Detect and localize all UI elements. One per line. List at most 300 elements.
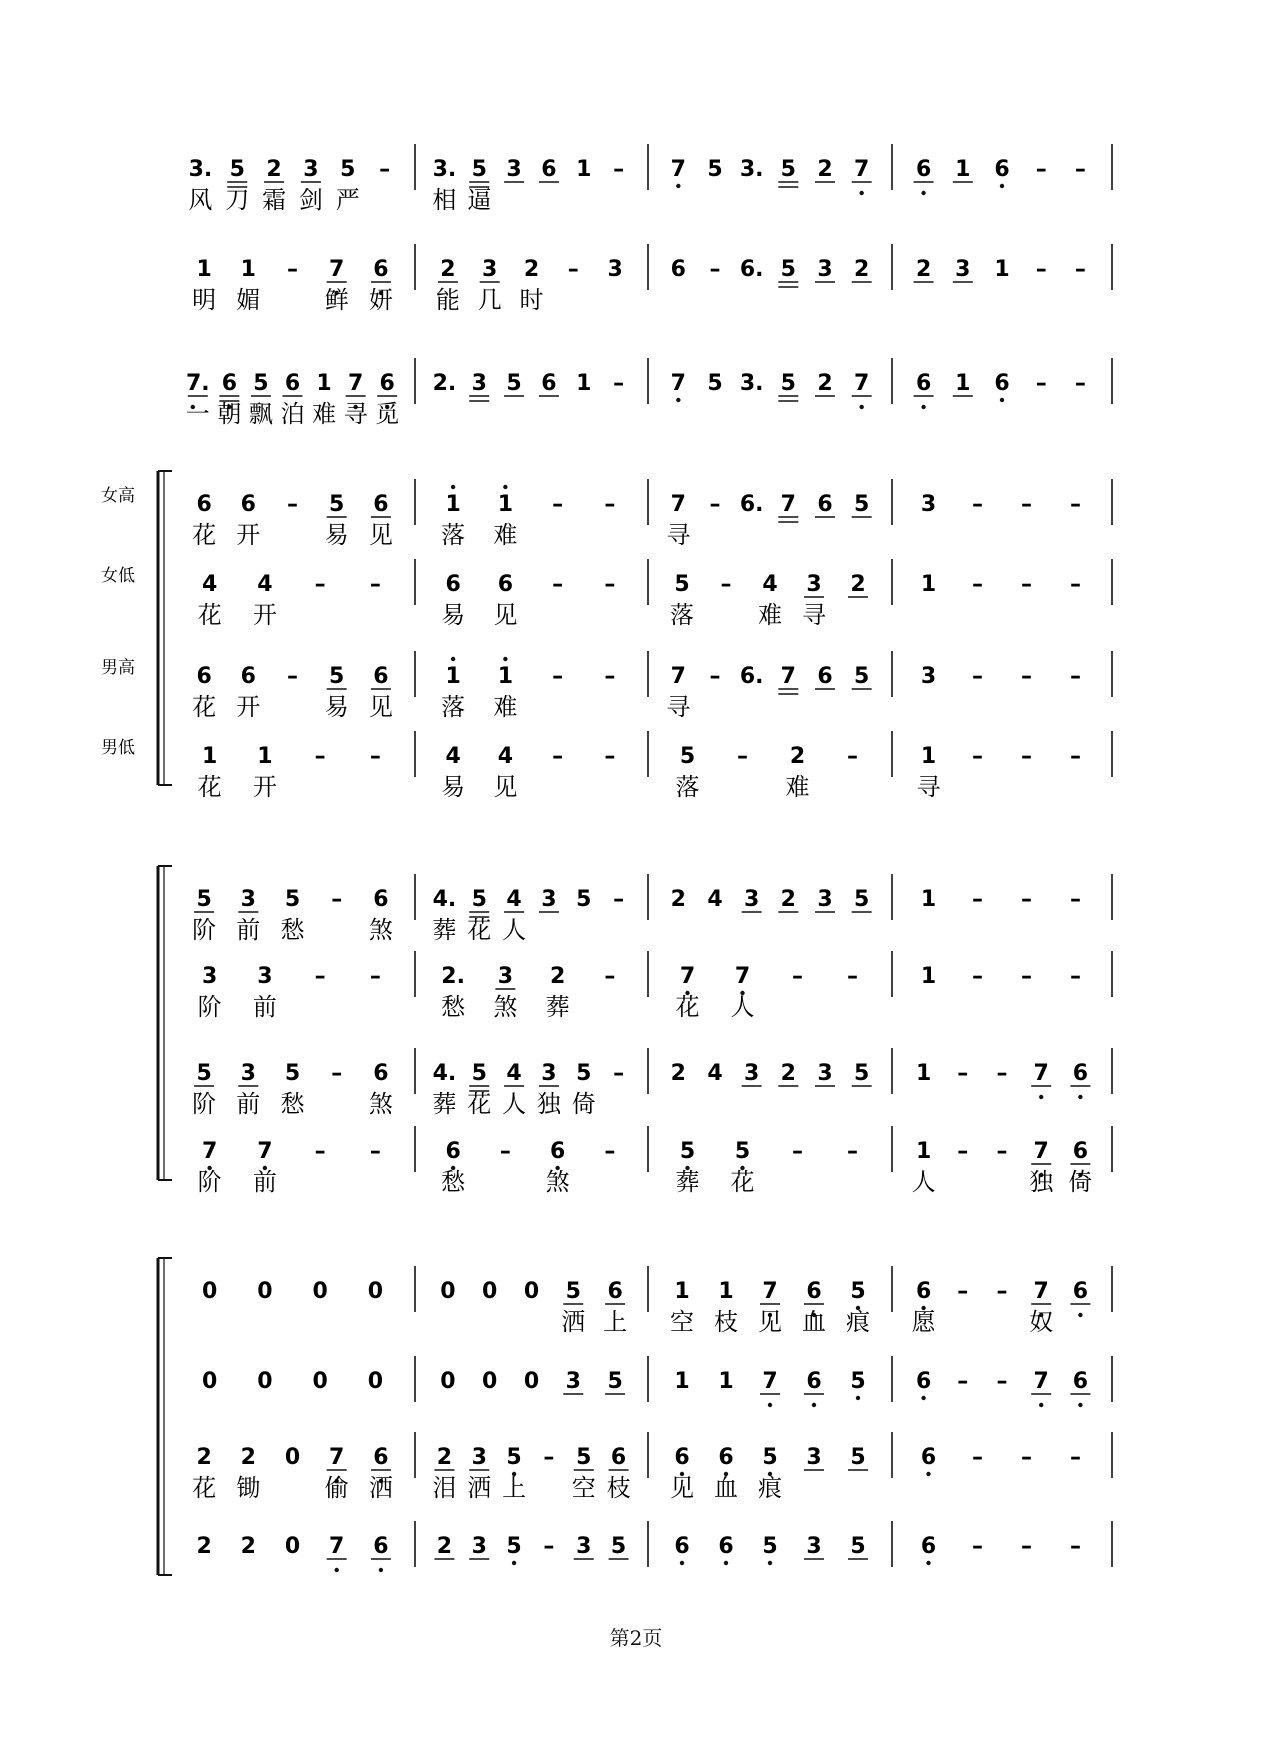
lyric-char: 霜 xyxy=(262,186,287,214)
note: 1 xyxy=(955,371,971,396)
lyric-char: 前 xyxy=(252,1168,277,1196)
note: 2 xyxy=(240,1445,256,1470)
lyric-char: 见 xyxy=(670,1474,694,1502)
note: 1 xyxy=(920,964,937,989)
note: 5 xyxy=(850,1369,866,1394)
note: 0 xyxy=(482,1369,498,1394)
note: 5 xyxy=(471,1061,487,1086)
note: 5 xyxy=(506,1445,522,1470)
note: – xyxy=(314,572,326,597)
note: 4 xyxy=(497,744,514,769)
note: 4. xyxy=(432,887,457,912)
note: 6 xyxy=(920,1445,937,1470)
note: 5 xyxy=(780,371,796,396)
note: 6 xyxy=(445,1139,461,1164)
lyric-char: 洒 xyxy=(368,1474,393,1502)
note: 5 xyxy=(850,1279,866,1304)
note: 2 xyxy=(440,257,456,282)
note: 2 xyxy=(670,1061,686,1086)
octave-dot-below xyxy=(1039,1095,1043,1099)
note: 0 xyxy=(201,1369,218,1394)
note: 1 xyxy=(497,492,514,517)
octave-dot-below xyxy=(859,405,863,409)
lyric-char: 花 xyxy=(192,521,217,549)
lyric-char: 人 xyxy=(502,1090,527,1118)
note: 6 xyxy=(915,1279,932,1304)
note: 1 xyxy=(920,887,937,912)
note: 6 xyxy=(373,257,389,282)
note: 2 xyxy=(196,1534,212,1559)
note: 1 xyxy=(674,1369,690,1394)
lyric-char: 愿 xyxy=(911,1308,936,1336)
note: 4 xyxy=(257,572,273,597)
lyric-char: 刀 xyxy=(225,186,250,214)
note: 6 xyxy=(674,1445,690,1470)
note: 6 xyxy=(373,492,389,517)
note: – xyxy=(972,1445,983,1470)
note: 1 xyxy=(576,157,592,182)
note: 3 xyxy=(817,1061,833,1086)
note: – xyxy=(1070,1445,1081,1470)
note: 4 xyxy=(707,887,723,912)
note: 4 xyxy=(707,1061,723,1086)
note: – xyxy=(972,964,983,989)
lyric-char: 逼 xyxy=(467,186,492,214)
note: 6 xyxy=(806,1369,822,1394)
octave-dot-below xyxy=(768,1561,772,1565)
octave-dot-below xyxy=(921,1396,925,1400)
note: 6 xyxy=(373,887,389,912)
octave-dot-above xyxy=(451,657,455,661)
note: 0 xyxy=(257,1279,273,1304)
note: – xyxy=(613,887,625,912)
note: 5 xyxy=(762,1445,778,1470)
note: 7 xyxy=(670,664,686,689)
note: 2 xyxy=(850,572,866,597)
note: 5 xyxy=(253,371,269,396)
note: 0 xyxy=(312,1369,328,1394)
lyric-char: 落 xyxy=(441,521,466,549)
lyric-char: 落 xyxy=(441,693,466,721)
note: 7 xyxy=(854,157,870,182)
note: – xyxy=(613,1061,625,1086)
octave-dot-below xyxy=(512,1561,516,1565)
note: – xyxy=(1074,371,1086,396)
lyric-char: 落 xyxy=(675,773,700,801)
part-label: 女高 xyxy=(101,486,135,506)
lyric-char: 易 xyxy=(324,693,349,721)
note: – xyxy=(1021,492,1032,517)
lyric-char: 独 xyxy=(536,1090,561,1118)
lyric-char: 空 xyxy=(571,1474,596,1502)
note: 0 xyxy=(523,1279,540,1304)
note: 5 xyxy=(679,1139,696,1164)
note: – xyxy=(1070,744,1081,769)
note: – xyxy=(567,257,579,282)
note: 5 xyxy=(850,1445,866,1470)
note: 5 xyxy=(565,1279,581,1304)
note: 0 xyxy=(201,1279,218,1304)
note: – xyxy=(720,572,732,597)
lyric-char: 血 xyxy=(714,1474,738,1502)
lyric-char: 寻 xyxy=(666,693,691,721)
lyric-char: 几 xyxy=(477,286,502,314)
lyric-char: 空 xyxy=(670,1308,694,1336)
note: – xyxy=(1021,1445,1032,1470)
note: 5 xyxy=(854,664,870,689)
note: 7 xyxy=(1033,1369,1049,1394)
note: 0 xyxy=(523,1369,540,1394)
note: 6 xyxy=(549,1139,566,1164)
note: 2 xyxy=(789,744,806,769)
lyric-char: 花 xyxy=(467,1090,492,1118)
lyric-char: 寻 xyxy=(666,521,691,549)
note: – xyxy=(499,1139,511,1164)
note: 4 xyxy=(201,572,218,597)
note: 2 xyxy=(266,157,282,182)
lyric-char: 泊 xyxy=(280,400,305,428)
note: 6 xyxy=(607,1279,623,1304)
note: 5 xyxy=(607,1369,623,1394)
note: 7 xyxy=(762,1279,778,1304)
note: 2 xyxy=(436,1534,453,1559)
note: 1 xyxy=(920,744,937,769)
note: – xyxy=(314,964,326,989)
note: – xyxy=(709,664,721,689)
lyric-char: 易 xyxy=(441,773,466,801)
lyric-char: 锄 xyxy=(236,1474,261,1502)
lyric-char: 泪 xyxy=(432,1474,457,1502)
note: 4 xyxy=(445,744,461,769)
note: – xyxy=(1035,371,1047,396)
note: – xyxy=(847,964,858,989)
lyric-char: 倚 xyxy=(571,1090,596,1118)
note: 6 xyxy=(196,664,212,689)
note: 2 xyxy=(523,257,540,282)
note: 3 xyxy=(806,1445,822,1470)
note: – xyxy=(1070,492,1081,517)
note: 6 xyxy=(915,157,932,182)
note: 2 xyxy=(817,157,833,182)
note: 5 xyxy=(780,157,796,182)
lyric-char: 时 xyxy=(519,286,544,314)
lyric-char: 上 xyxy=(603,1308,628,1336)
note: – xyxy=(1074,157,1086,182)
note: 2 xyxy=(780,887,796,912)
lyric-char: 寻 xyxy=(916,773,941,801)
note: 3 xyxy=(607,257,623,282)
note: 5 xyxy=(284,1061,301,1086)
lyric-char: 见 xyxy=(368,521,393,549)
note: 7 xyxy=(329,257,345,282)
note: 5 xyxy=(506,371,522,396)
note: 6 xyxy=(240,492,256,517)
note: – xyxy=(792,1139,803,1164)
note: 6 xyxy=(1072,1061,1089,1086)
octave-dot-below xyxy=(676,398,680,402)
octave-dot-above xyxy=(503,485,507,489)
note: 0 xyxy=(367,1279,384,1304)
note: 6 xyxy=(284,371,301,396)
note: 3 xyxy=(806,572,822,597)
note: 5 xyxy=(576,1061,592,1086)
note: 7 xyxy=(329,1534,345,1559)
lyric-char: 洒 xyxy=(467,1474,492,1502)
note: – xyxy=(996,1061,1008,1086)
note: 5 xyxy=(679,744,696,769)
lyric-char: 前 xyxy=(236,916,261,944)
note: 3 xyxy=(471,1534,487,1559)
lyric-char: 剑 xyxy=(298,186,323,214)
note: 3 xyxy=(541,887,557,912)
lyric-char: 相 xyxy=(432,186,457,214)
lyric-char: 前 xyxy=(236,1090,261,1118)
note: 2. xyxy=(441,964,465,989)
note: – xyxy=(996,1279,1008,1304)
note: 6 xyxy=(541,371,557,396)
note: 5 xyxy=(780,257,796,282)
octave-dot-below xyxy=(921,191,925,195)
note: 5 xyxy=(329,664,345,689)
note: 6 xyxy=(373,1061,389,1086)
note: 6 xyxy=(915,1369,932,1394)
note: 6 xyxy=(497,572,514,597)
lyric-char: 花 xyxy=(197,773,222,801)
lyric-char: 煞 xyxy=(545,1168,570,1196)
note: – xyxy=(604,964,616,989)
note: 6 xyxy=(670,257,686,282)
note: 1 xyxy=(920,572,937,597)
octave-dot-below xyxy=(1078,1313,1082,1317)
page-number: 第2页 xyxy=(609,1626,663,1650)
note: 6 xyxy=(240,664,256,689)
note: – xyxy=(957,1139,969,1164)
lyric-char: 鲜 xyxy=(324,286,349,314)
note: 1 xyxy=(445,492,461,517)
note: 3 xyxy=(920,492,937,517)
lyric-char: 难 xyxy=(785,773,810,801)
note: 3 xyxy=(471,1445,487,1470)
note: – xyxy=(1074,257,1086,282)
note: 5 xyxy=(707,157,723,182)
note: 3 xyxy=(744,887,760,912)
note: – xyxy=(957,1061,969,1086)
note: 3 xyxy=(744,1061,760,1086)
note: 6 xyxy=(610,1445,627,1470)
lyric-char: 寻 xyxy=(343,400,368,428)
note: 2 xyxy=(436,1445,453,1470)
lyric-char: 独 xyxy=(1029,1168,1054,1196)
lyric-char: 难 xyxy=(493,521,518,549)
note: 7 xyxy=(762,1369,778,1394)
note: – xyxy=(1021,964,1032,989)
note: 0 xyxy=(440,1369,456,1394)
note: – xyxy=(972,1534,983,1559)
note: 2 xyxy=(854,257,870,282)
note: – xyxy=(314,744,326,769)
note: 7 xyxy=(257,1139,273,1164)
lyric-char: 媚 xyxy=(236,286,261,314)
note: – xyxy=(543,1534,555,1559)
note: 3 xyxy=(817,887,833,912)
note: 3. xyxy=(188,157,213,182)
note: – xyxy=(1035,157,1047,182)
note: 1 xyxy=(497,664,514,689)
note: – xyxy=(543,1445,555,1470)
lyric-char: 葬 xyxy=(432,916,457,944)
lyric-char: 血 xyxy=(802,1308,826,1336)
note: 7. xyxy=(185,371,210,396)
note: 1 xyxy=(718,1279,734,1304)
note: 5 xyxy=(854,887,870,912)
note: 5 xyxy=(854,1061,870,1086)
octave-dot-below xyxy=(1000,398,1004,402)
lyric-char: 人 xyxy=(911,1168,936,1196)
note: 3 xyxy=(497,964,514,989)
note: – xyxy=(379,157,391,182)
note: – xyxy=(287,257,298,282)
lyric-char: 见 xyxy=(493,601,518,629)
note: 2 xyxy=(780,1061,796,1086)
note: 5 xyxy=(196,887,212,912)
lyric-char: 见 xyxy=(368,693,393,721)
note: 7 xyxy=(670,492,686,517)
note: – xyxy=(552,744,564,769)
note: 6. xyxy=(739,492,764,517)
note: 0 xyxy=(284,1445,301,1470)
lyric-char: 寻 xyxy=(802,601,826,629)
note: 3. xyxy=(739,157,764,182)
note: 7 xyxy=(670,157,686,182)
note: – xyxy=(1035,257,1047,282)
note: 1 xyxy=(201,744,218,769)
note: 4 xyxy=(506,1061,522,1086)
note: 7 xyxy=(854,371,870,396)
lyric-char: 易 xyxy=(324,521,349,549)
note: 5 xyxy=(471,157,487,182)
note: 4. xyxy=(432,1061,457,1086)
note: – xyxy=(1021,887,1032,912)
note: 1 xyxy=(674,1279,690,1304)
lyric-char: 前 xyxy=(252,993,277,1021)
note: – xyxy=(972,572,983,597)
note: 6 xyxy=(373,1445,389,1470)
note: 0 xyxy=(312,1279,328,1304)
note: – xyxy=(613,157,625,182)
note: 6 xyxy=(718,1445,734,1470)
note: 1 xyxy=(196,257,212,282)
lyric-char: 花 xyxy=(675,993,700,1021)
lyric-char: 枝 xyxy=(714,1308,738,1336)
note: – xyxy=(552,492,564,517)
octave-dot-above xyxy=(451,485,455,489)
note: – xyxy=(847,1139,858,1164)
lyric-char: 愁 xyxy=(441,993,466,1021)
note: 3 xyxy=(201,964,218,989)
note: 1 xyxy=(955,157,971,182)
lyric-char: 觅 xyxy=(375,400,400,428)
note: 6 xyxy=(1072,1369,1089,1394)
note: – xyxy=(847,744,858,769)
note: – xyxy=(552,664,564,689)
note: – xyxy=(996,1369,1008,1394)
note: 7 xyxy=(780,492,796,517)
octave-dot-below xyxy=(926,1561,930,1565)
lyric-char: 难 xyxy=(312,400,337,428)
lyric-char: 花 xyxy=(730,1168,755,1196)
note: 2. xyxy=(432,371,457,396)
note: 5 xyxy=(762,1534,778,1559)
note: 6 xyxy=(379,371,395,396)
lyric-char: 煞 xyxy=(493,993,518,1021)
note: – xyxy=(613,371,625,396)
note: 7 xyxy=(679,964,696,989)
note: 0 xyxy=(257,1369,273,1394)
note: 3 xyxy=(955,257,971,282)
note: 6 xyxy=(1072,1279,1089,1304)
note: 5 xyxy=(196,1061,212,1086)
note: 2 xyxy=(196,1445,212,1470)
note: 3 xyxy=(565,1369,581,1394)
lyric-char: 开 xyxy=(252,601,277,629)
note: 3 xyxy=(817,257,833,282)
lyric-char: 能 xyxy=(435,286,460,314)
note: 6 xyxy=(196,492,212,517)
note: 5 xyxy=(284,887,301,912)
note: 7 xyxy=(347,371,364,396)
lyric-char: 见 xyxy=(493,773,518,801)
note: 7 xyxy=(329,1445,345,1470)
lyric-char: 煞 xyxy=(368,916,393,944)
note: 4 xyxy=(506,887,522,912)
note: 0 xyxy=(284,1534,301,1559)
note: 2 xyxy=(549,964,566,989)
octave-dot-below xyxy=(859,191,863,195)
lyric-char: 愁 xyxy=(280,1090,305,1118)
lyric-char: 花 xyxy=(467,916,492,944)
note: 1 xyxy=(915,1061,932,1086)
note: 1 xyxy=(994,257,1010,282)
lyric-char: 风 xyxy=(188,186,213,214)
part-label: 女低 xyxy=(101,566,135,586)
note: 6 xyxy=(674,1534,690,1559)
octave-dot-below xyxy=(926,1472,930,1476)
note: 2 xyxy=(670,887,686,912)
note: 7 xyxy=(780,664,796,689)
note: – xyxy=(369,744,381,769)
note: 5 xyxy=(340,157,356,182)
note: – xyxy=(996,1139,1008,1164)
note: 5 xyxy=(850,1534,866,1559)
lyric-char: 奴 xyxy=(1029,1308,1054,1336)
octave-dot-below xyxy=(676,184,680,188)
lyric-char: 难 xyxy=(758,601,782,629)
octave-dot-below xyxy=(724,1561,728,1565)
note: 1 xyxy=(576,371,592,396)
octave-dot-below xyxy=(1078,1095,1082,1099)
note: 3 xyxy=(506,157,522,182)
note: 0 xyxy=(482,1279,498,1304)
note: – xyxy=(314,1139,326,1164)
note: – xyxy=(957,1279,969,1304)
note: – xyxy=(1021,664,1032,689)
octave-dot-below xyxy=(921,405,925,409)
note: 3 xyxy=(576,1534,592,1559)
note: – xyxy=(1070,572,1081,597)
note: – xyxy=(287,664,298,689)
note: 6 xyxy=(373,664,389,689)
note: – xyxy=(604,492,616,517)
